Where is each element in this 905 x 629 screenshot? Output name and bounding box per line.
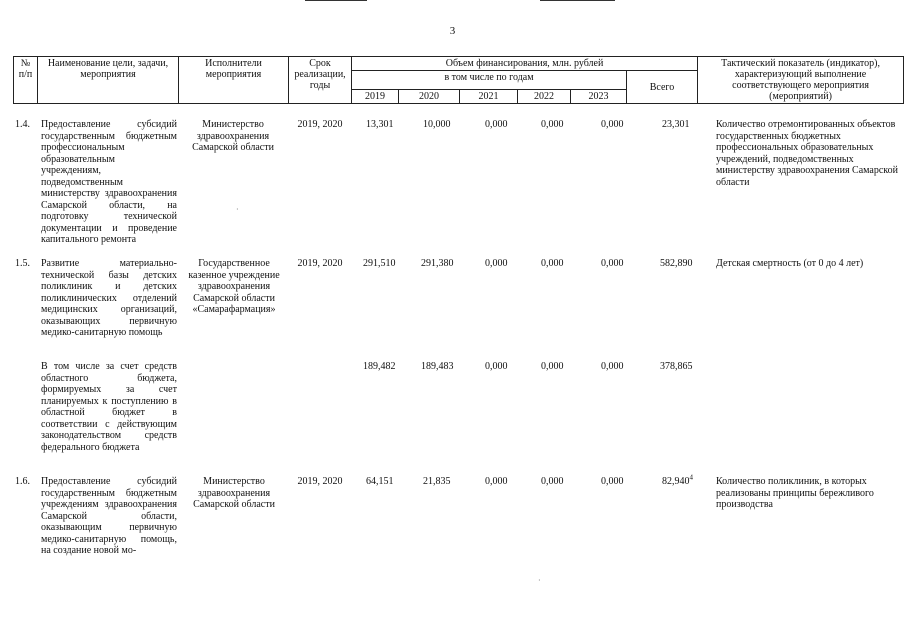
row-value-2021: 0,000 (485, 476, 508, 487)
row-value-2021: 0,000 (485, 361, 508, 372)
row-value-2019: 13,301 (366, 119, 394, 130)
row-number: 1.6. (15, 476, 30, 487)
header-indicator: Тактический показатель (индикатор), характеризующий выполнение соответствующего мероприятия (мероприятий) (698, 57, 904, 104)
row-value-2021: 0,000 (485, 258, 508, 269)
row-value-2022: 0,000 (541, 119, 564, 130)
row-value-2020: 21,835 (423, 476, 451, 487)
row-term: 2019, 2020 (297, 258, 343, 269)
row-value-2021: 0,000 (485, 119, 508, 130)
header-year-2019: 2019 (352, 90, 399, 104)
header-term: Срок реализации, годы (289, 57, 352, 104)
row-value-2020: 291,380 (421, 258, 454, 269)
row-name: В том числе за счет средств областного бюджета, формируемых за счет планируемых к поступлению в областной бюджет в соответствии с действующим законодательством средств федерального бюджета (41, 361, 177, 453)
header-year-2023: 2023 (571, 90, 627, 104)
row-indicator: Количество поликлиник, в которых реализованы принципы бережливого производства (716, 476, 874, 510)
row-term: 2019, 2020 (297, 119, 343, 130)
header-year-2022: 2022 (518, 90, 571, 104)
scan-mark: · (236, 205, 239, 214)
row-total: 23,301 (662, 119, 690, 130)
header-year-2020: 2020 (399, 90, 460, 104)
header-total: Всего (627, 71, 698, 104)
header-num: № п/п (14, 57, 38, 104)
table-header (13, 56, 904, 104)
row-number: 1.4. (15, 119, 30, 130)
header-by-years: в том числе по годам (352, 71, 627, 90)
row-value-2020: 10,000 (423, 119, 451, 130)
row-number: 1.5. (15, 258, 30, 269)
header-year-2021: 2021 (460, 90, 518, 104)
row-executor: Государственное казенное учреждение здравоохранения Самарской области «Самарафармация» (188, 258, 280, 315)
row-name: Предоставление субсидий государственным бюджетным учреждениям здравоохранения Самарской области, оказывающим первичную медико-санитарную помощь, на создание новой мо- (41, 476, 177, 556)
row-executor: Министерство здравоохранения Самарской области (193, 476, 275, 510)
row-value-2022: 0,000 (541, 258, 564, 269)
header-executors: Исполнители мероприятия (179, 57, 289, 104)
row-value-2023: 0,000 (601, 361, 624, 372)
row-value-2019: 189,482 (363, 361, 396, 372)
row-value-2019: 64,151 (366, 476, 394, 487)
top-rule-left (305, 0, 367, 1)
row-value-2022: 0,000 (541, 476, 564, 487)
top-rule-right (540, 0, 615, 1)
row-value-2023: 0,000 (601, 258, 624, 269)
scan-mark: · (538, 576, 541, 585)
row-value-2022: 0,000 (541, 361, 564, 372)
row-indicator: Количество отремонтированных объектов государственных бюджетных профессиональных образовательных учреждений, подведомственных министерству здравоохранения Самарской области (716, 119, 898, 188)
row-name: Развитие материально-технической базы детских поликлиник и детских поликлинических отделений медицинских организаций, оказывающих первичную медико-санитарную помощь (41, 258, 177, 338)
page-number: 3 (449, 25, 456, 37)
row-total: 378,865 (660, 361, 693, 372)
header-name: Наименование цели, задачи, мероприятия (38, 57, 179, 104)
header-funding: Объем финансирования, млн. рублей (352, 57, 698, 71)
row-value-2023: 0,000 (601, 119, 624, 130)
row-total: 582,890 (660, 258, 693, 269)
row-value-2020: 189,483 (421, 361, 454, 372)
row-executor: Министерство здравоохранения Самарской области (192, 119, 274, 153)
row-total: 82,940$^4$ (662, 473, 693, 487)
row-value-2019: 291,510 (363, 258, 396, 269)
row-name: Предоставление субсидий государственным бюджетным профессиональным образовательным учреждениям, подведомственным министерству здравоохранения Самарской области, на подготовку технической документации и проведение капитального ремонта (41, 119, 177, 245)
row-term: 2019, 2020 (297, 476, 343, 487)
row-indicator: Детская смертность (от 0 до 4 лет) (716, 258, 864, 269)
row-value-2023: 0,000 (601, 476, 624, 487)
